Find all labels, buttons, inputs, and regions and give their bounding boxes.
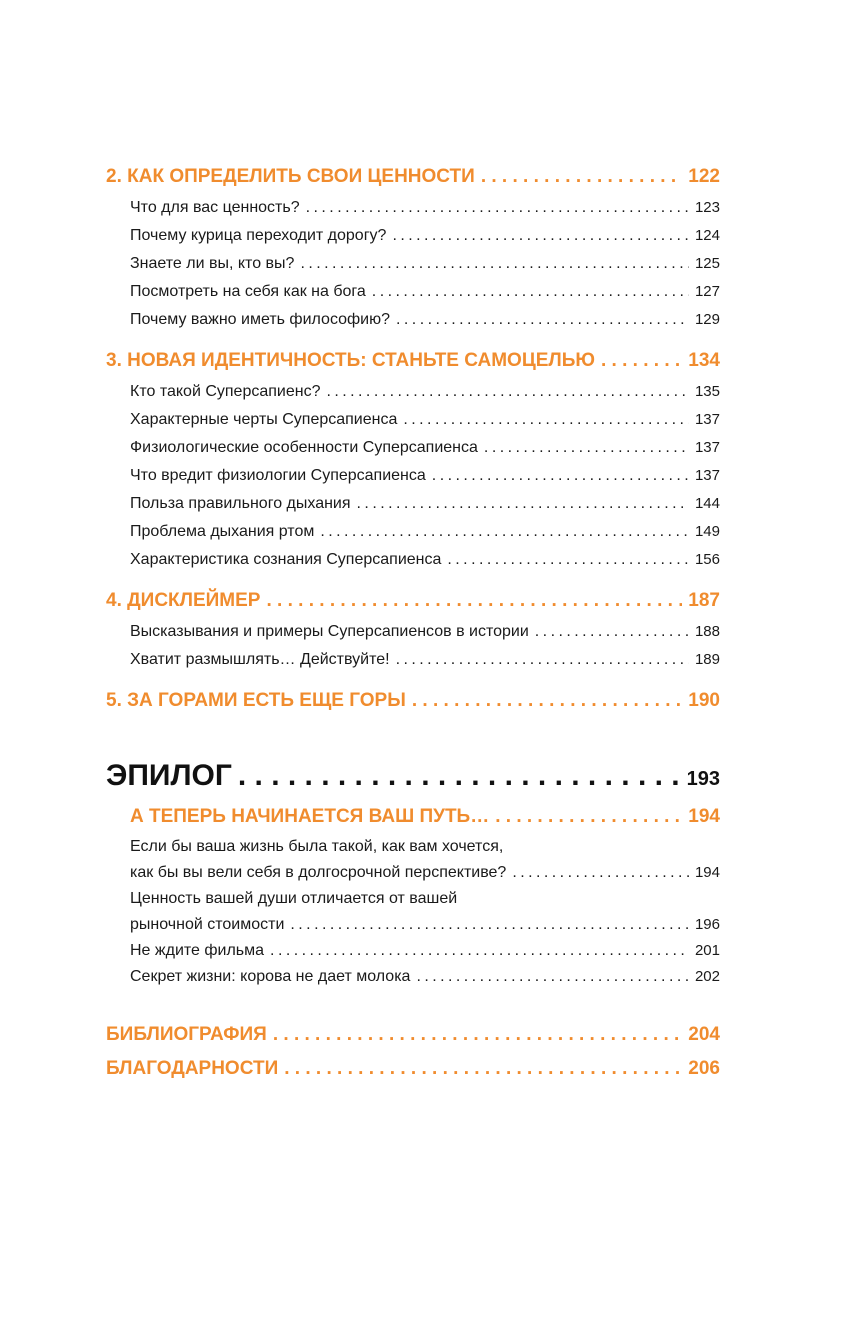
page-number: 188	[694, 623, 720, 640]
entry-title: Польза правильного дыхания	[130, 495, 351, 512]
leader-dots	[266, 584, 682, 618]
toc-entry[interactable]	[106, 222, 720, 250]
toc-entry[interactable]	[106, 938, 720, 964]
page-number: 135	[694, 383, 720, 400]
leader-dots	[372, 278, 689, 306]
entry-title: Не ждите фильма	[130, 942, 265, 959]
toc-entry[interactable]	[106, 646, 720, 674]
leader-dots	[601, 344, 682, 378]
page-number: 137	[694, 411, 720, 428]
table-of-contents	[106, 160, 720, 1086]
page-number: 123	[694, 199, 720, 216]
entry-title: Проблема дыхания ртом	[130, 523, 315, 540]
leader-dots	[357, 490, 689, 518]
leader-dots	[512, 860, 689, 886]
leader-dots	[284, 1052, 682, 1086]
page-number: 204	[688, 1024, 720, 1045]
toc-chapter-2[interactable]	[106, 160, 720, 194]
leader-dots	[447, 546, 689, 574]
chapter-title: БЛАГОДАРНОСТИ	[106, 1058, 279, 1079]
toc-acknowledgements[interactable]	[106, 1052, 720, 1086]
page-number: 124	[694, 227, 720, 244]
leader-dots	[396, 646, 689, 674]
chapter-title: БИБЛИОГРАФИЯ	[106, 1024, 267, 1045]
entry-title-line1: Ценность вашей души отличается от вашей	[130, 890, 458, 907]
page-number: 202	[694, 968, 720, 985]
entry-title-line2: рыночной стоимости	[130, 916, 285, 933]
entry-title: Кто такой Суперсапиенс?	[130, 383, 321, 400]
toc-entry[interactable]	[106, 964, 720, 990]
toc-entry[interactable]	[106, 518, 720, 546]
leader-dots	[484, 434, 689, 462]
leader-dots	[326, 378, 689, 406]
entry-title: Секрет жизни: корова не дает молока	[130, 968, 411, 985]
toc-epilogue[interactable]	[106, 752, 720, 800]
leader-dots	[412, 684, 682, 718]
leader-dots	[270, 938, 689, 964]
page-number: 190	[688, 690, 720, 711]
toc-chapter-5[interactable]	[106, 684, 720, 718]
leader-dots	[403, 406, 689, 434]
chapter-title: 5. ЗА ГОРАМИ ЕСТЬ ЕЩЕ ГОРЫ	[106, 690, 406, 711]
page-number: 149	[694, 523, 720, 540]
entry-title: Физиологические особенности Суперсапиенса	[130, 439, 478, 456]
subsection-title: А ТЕПЕРЬ НАЧИНАЕТСЯ ВАШ ПУТЬ…	[130, 806, 490, 827]
leader-dots	[238, 752, 681, 800]
leader-dots	[396, 306, 689, 334]
toc-chapter-3[interactable]	[106, 344, 720, 378]
epilogue-title: ЭПИЛОГ	[106, 759, 232, 792]
entry-title-line2: как бы вы вели себя в долгосрочной перспективе?	[130, 864, 507, 881]
page-number: 129	[694, 311, 720, 328]
leader-dots	[481, 160, 682, 194]
entry-title: Высказывания и примеры Суперсапиенсов в истории	[130, 623, 529, 640]
page-number: 196	[694, 916, 720, 933]
toc-bibliography[interactable]	[106, 1018, 720, 1052]
chapter-title: 4. ДИСКЛЕЙМЕР	[106, 590, 261, 611]
toc-entry[interactable]	[106, 546, 720, 574]
toc-entry[interactable]	[106, 194, 720, 222]
leader-dots	[416, 964, 689, 990]
toc-entry[interactable]	[106, 490, 720, 518]
toc-entry[interactable]	[106, 618, 720, 646]
page-number: 201	[694, 942, 720, 959]
leader-dots	[495, 800, 682, 834]
entry-title: Характеристика сознания Суперсапиенса	[130, 551, 442, 568]
entry-title: Знаете ли вы, кто вы?	[130, 255, 295, 272]
page-number: 137	[694, 439, 720, 456]
page-number: 127	[694, 283, 720, 300]
leader-dots	[290, 912, 689, 938]
toc-entry-multiline[interactable]	[106, 886, 720, 938]
page-number: 137	[694, 467, 720, 484]
leader-dots	[300, 250, 689, 278]
leader-dots	[306, 194, 689, 222]
toc-entry[interactable]	[106, 278, 720, 306]
page-number: 144	[694, 495, 720, 512]
page-number: 189	[694, 651, 720, 668]
page-number: 156	[694, 551, 720, 568]
toc-entry[interactable]	[106, 306, 720, 334]
toc-entry[interactable]	[106, 406, 720, 434]
entry-title: Почему важно иметь философию?	[130, 311, 391, 328]
toc-entry[interactable]	[106, 250, 720, 278]
entry-title: Что для вас ценность?	[130, 199, 300, 216]
toc-entry[interactable]	[106, 462, 720, 490]
page-number: 122	[688, 166, 720, 187]
page-number: 125	[694, 255, 720, 272]
entry-title: Характерные черты Суперсапиенса	[130, 411, 398, 428]
leader-dots	[320, 518, 689, 546]
page-number: 206	[688, 1058, 720, 1079]
page-number: 194	[688, 806, 720, 827]
leader-dots	[273, 1018, 682, 1052]
chapter-title: 2. КАК ОПРЕДЕЛИТЬ СВОИ ЦЕННОСТИ	[106, 166, 475, 187]
toc-entry[interactable]	[106, 434, 720, 462]
entry-title: Что вредит физиологии Суперсапиенса	[130, 467, 426, 484]
entry-title-line1: Если бы ваша жизнь была такой, как вам хочется,	[130, 838, 504, 855]
page-number: 134	[688, 350, 720, 371]
leader-dots	[392, 222, 689, 250]
leader-dots	[432, 462, 689, 490]
entry-title: Посмотреть на себя как на бога	[130, 283, 366, 300]
page-number: 193	[686, 768, 720, 790]
toc-entry-multiline[interactable]	[106, 834, 720, 886]
leader-dots	[535, 618, 689, 646]
entry-title: Хватит размышлять… Действуйте!	[130, 651, 390, 668]
toc-entry[interactable]	[106, 378, 720, 406]
entry-title: Почему курица переходит дорогу?	[130, 227, 387, 244]
page-number: 194	[694, 864, 720, 881]
page-number: 187	[688, 590, 720, 611]
chapter-title: 3. НОВАЯ ИДЕНТИЧНОСТЬ: СТАНЬТЕ САМОЦЕЛЬЮ	[106, 350, 595, 371]
toc-chapter-4[interactable]	[106, 584, 720, 618]
toc-epilogue-subsection[interactable]	[106, 800, 720, 834]
